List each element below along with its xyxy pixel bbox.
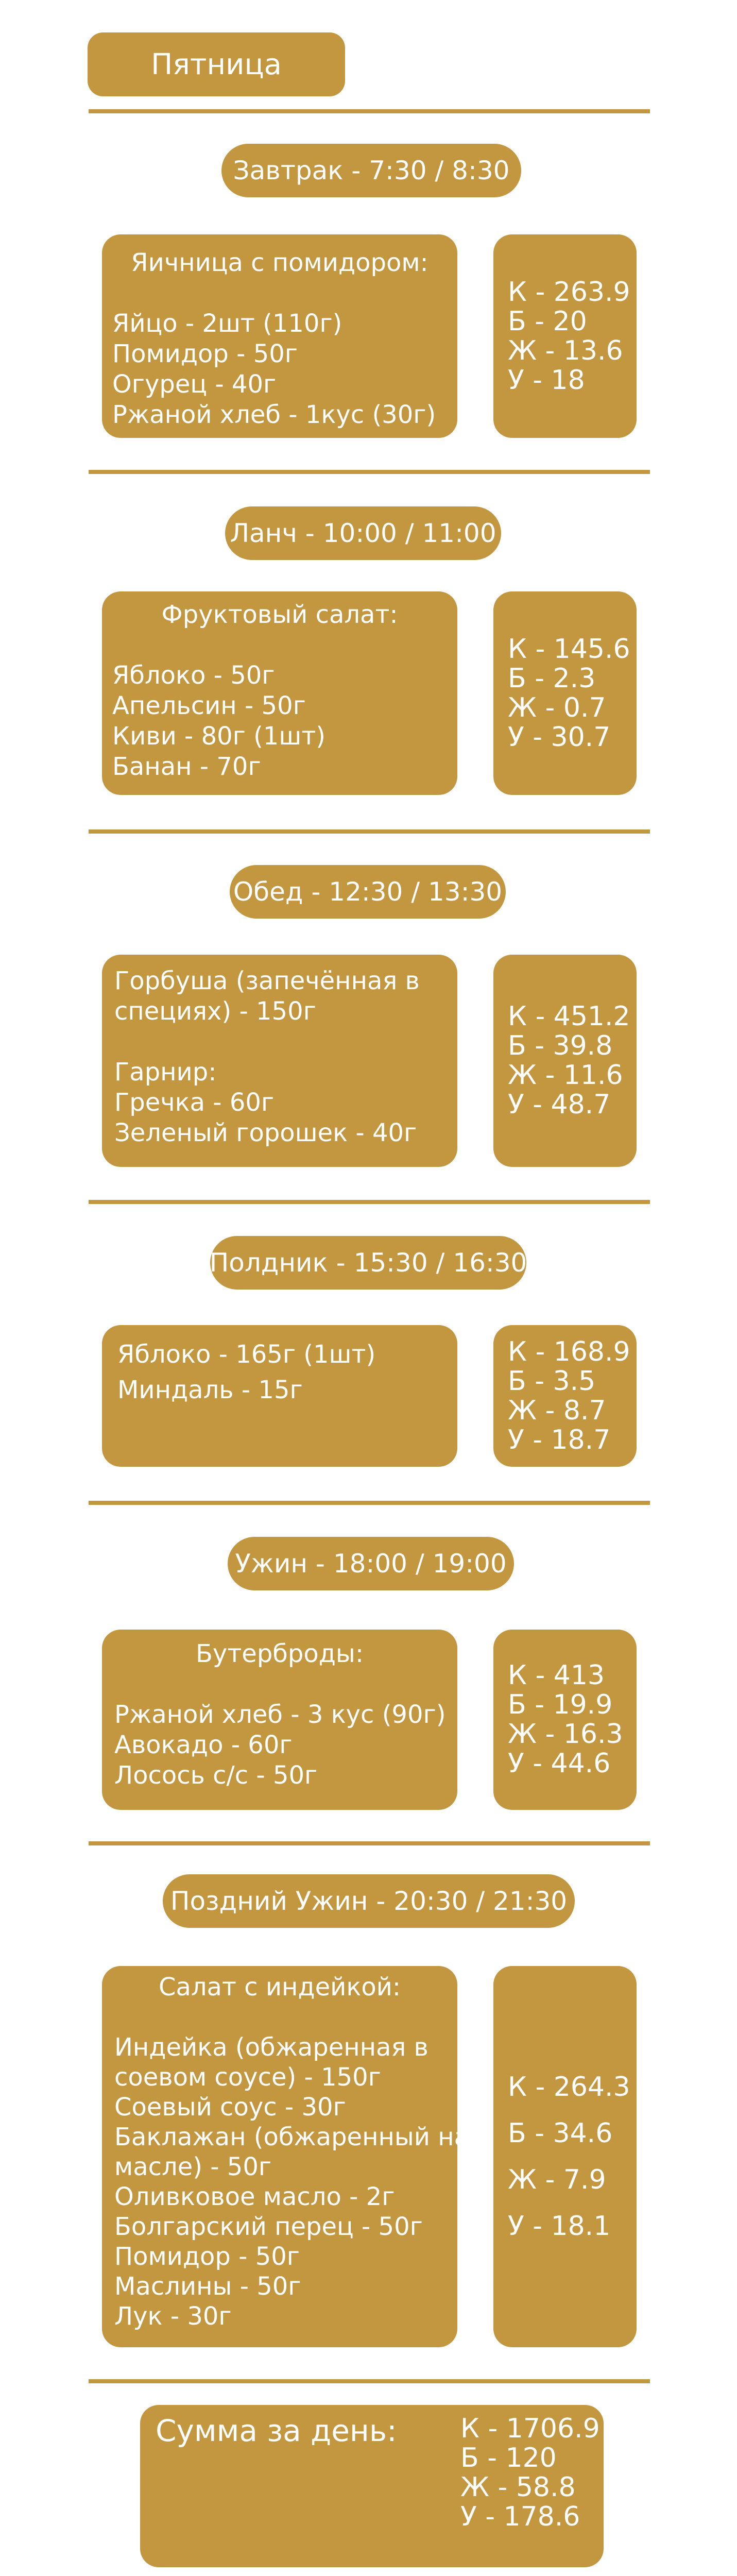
carbs: У - 30.7	[508, 721, 611, 753]
macros-late-uzhin	[493, 1966, 637, 2347]
fat: Ж - 8.7	[508, 1395, 606, 1426]
ingredient: специях) - 150г	[114, 997, 316, 1026]
ingredient: Оливковое масло - 2г	[114, 2182, 395, 2211]
meal-card-uzhin	[102, 1630, 457, 1810]
ingredient: Горбуша (запечённая в	[114, 967, 420, 995]
protein: Б - 20	[508, 306, 587, 337]
meal-card-late-uzhin	[102, 1966, 469, 2347]
meal-header-lunch: Ланч - 10:00 / 11:00	[225, 506, 501, 560]
protein: Б - 3.5	[508, 1365, 596, 1397]
ingredient: Киви - 80г (1шт)	[112, 722, 326, 751]
divider	[89, 109, 650, 113]
meal-header-obed: Обед - 12:30 / 13:30	[230, 865, 506, 919]
ingredient: Лосось с/с - 50г	[114, 1761, 318, 1790]
total-carbs: У - 178.6	[460, 2501, 580, 2532]
fat: Ж - 13.6	[508, 335, 623, 366]
ingredient: Соевый соус - 30г	[114, 2093, 346, 2122]
carbs: У - 44.6	[508, 1748, 611, 1779]
ingredient: масле) - 50г	[114, 2153, 272, 2181]
ingredient: Болгарский перец - 50г	[114, 2212, 423, 2241]
macros-breakfast	[493, 234, 637, 438]
summary-label: Сумма за день:	[156, 2413, 397, 2448]
meal-header-poldnik: Полдник - 15:30 / 16:30	[210, 1236, 526, 1290]
ingredient: Яйцо - 2шт (110г)	[112, 309, 342, 338]
meal-header-breakfast: Завтрак - 7:30 / 8:30	[221, 144, 521, 197]
dish-title: Яичница с помидором:	[131, 248, 429, 277]
dish-title: Салат с индейкой:	[158, 1973, 401, 2002]
fat: Ж - 16.3	[508, 1719, 623, 1750]
ingredient	[114, 1027, 445, 1057]
calories: К - 413	[508, 1660, 605, 1691]
ingredient: Помидор - 50г	[112, 340, 298, 368]
macros-lunch	[493, 591, 637, 795]
ingredient: Маслины - 50г	[114, 2272, 301, 2301]
carbs: У - 48.7	[508, 1089, 611, 1120]
carbs: У - 18.7	[508, 1424, 611, 1455]
divider	[89, 470, 650, 474]
divider	[89, 1200, 650, 1204]
meal-card-breakfast	[102, 234, 457, 438]
ingredient: Банан - 70г	[112, 752, 261, 781]
protein: Б - 39.8	[508, 1030, 613, 1061]
meal-card-obed	[102, 955, 457, 1167]
divider	[89, 829, 650, 834]
ingredient: Лук - 30г	[114, 2302, 232, 2331]
ingredient: соевом соусе) - 150г	[114, 2063, 381, 2092]
summary-values	[460, 2414, 600, 2532]
calories: К - 451.2	[508, 1001, 630, 1032]
ingredient: Гарнир:	[114, 1058, 217, 1087]
ingredient: Огурец - 40г	[112, 370, 277, 399]
ingredient: Зеленый горошек - 40г	[114, 1118, 417, 1147]
ingredient: Миндаль - 15г	[117, 1376, 303, 1404]
ingredient: Баклажан (обжаренный на	[114, 2123, 469, 2151]
total-fat: Ж - 58.8	[460, 2472, 576, 2503]
macros-obed	[493, 955, 637, 1167]
calories: К - 145.6	[508, 633, 630, 665]
calories: К - 263.9	[508, 276, 630, 308]
ingredient: Индейка (обжаренная в	[114, 2033, 429, 2062]
meal-header-uzhin: Ужин - 18:00 / 19:00	[228, 1537, 514, 1590]
ingredient: Авокадо - 60г	[114, 1731, 293, 1759]
fat: Ж - 0.7	[508, 692, 606, 723]
fat: Ж - 11.6	[508, 1060, 623, 1091]
meal-header-late-uzhin: Поздний Ужин - 20:30 / 21:30	[163, 1874, 575, 1928]
protein: Б - 34.6	[508, 2118, 613, 2149]
ingredient: Яблоко - 165г (1шт)	[117, 1340, 376, 1369]
daily-summary	[140, 2405, 604, 2567]
protein: Б - 19.9	[508, 1689, 613, 1720]
calories: К - 264.3	[508, 2072, 630, 2103]
carbs: У - 18.1	[508, 2211, 611, 2242]
macros-poldnik	[493, 1325, 637, 1467]
dish-title: Фруктовый салат:	[161, 600, 398, 629]
meal-card-lunch	[102, 591, 457, 795]
meal-card-poldnik	[102, 1325, 457, 1467]
protein: Б - 2.3	[508, 663, 596, 694]
day-title: Пятница	[88, 32, 345, 96]
calories: К - 168.9	[508, 1336, 630, 1367]
divider	[89, 2379, 650, 2383]
ingredient: Яблоко - 50г	[112, 661, 275, 690]
divider	[89, 1841, 650, 1845]
ingredient: Гречка - 60г	[114, 1088, 275, 1117]
fat: Ж - 7.9	[508, 2164, 606, 2195]
carbs: У - 18	[508, 364, 585, 396]
ingredient: Ржаной хлеб - 1кус (30г)	[112, 400, 436, 429]
ingredient: Апельсин - 50г	[112, 691, 306, 720]
dish-title: Бутерброды:	[196, 1639, 364, 1668]
total-protein: Б - 120	[460, 2443, 557, 2473]
macros-uzhin	[493, 1630, 637, 1810]
ingredient: Ржаной хлеб - 3 кус (90г)	[114, 1700, 446, 1729]
divider	[89, 1501, 650, 1505]
total-calories: К - 1706.9	[460, 2413, 600, 2444]
ingredient: Помидор - 50г	[114, 2242, 300, 2271]
